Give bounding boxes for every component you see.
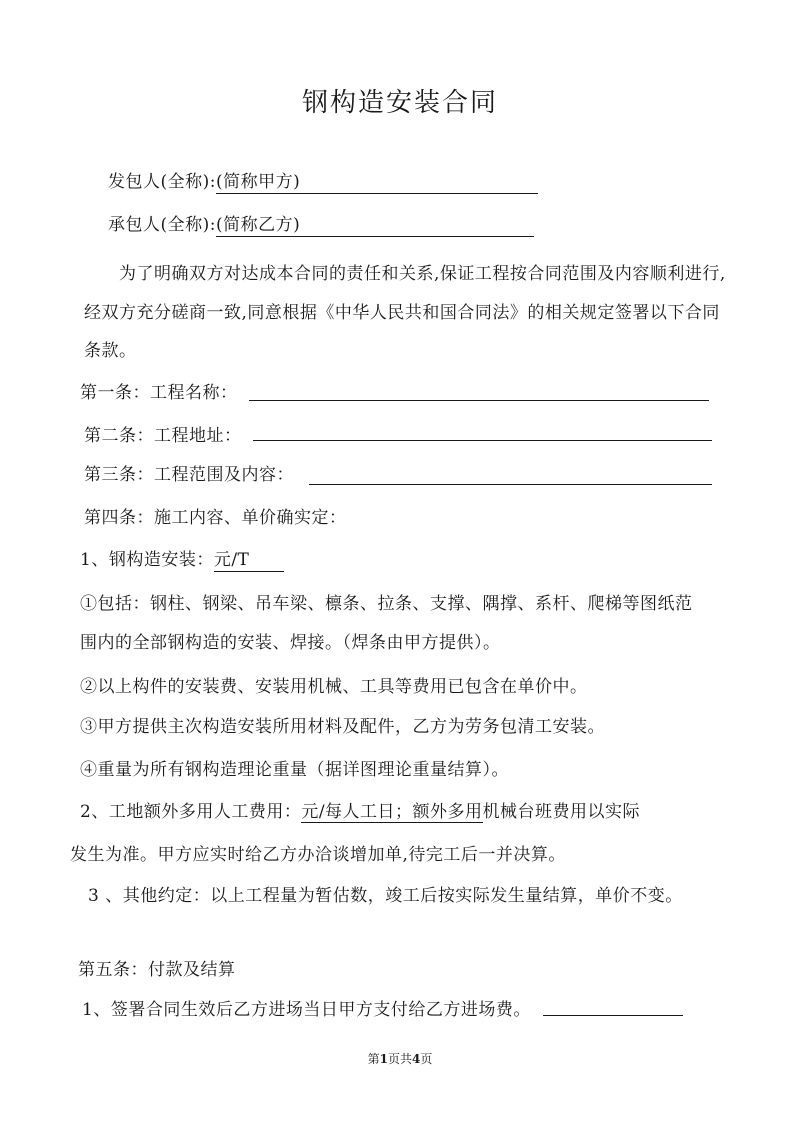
item-1-label: 1、钢构造安装：: [80, 550, 214, 570]
article-1-row: [80, 382, 238, 404]
unit-price-field[interactable]: 元/T: [214, 549, 284, 572]
article-4-heading: 第四条：施工内容、单价确实定：: [84, 508, 347, 528]
footer-middle: 页共: [387, 1052, 412, 1066]
party-b-field[interactable]: (简称乙方): [216, 214, 534, 237]
party-a-label: 发包人(全称):: [108, 172, 216, 192]
article-3-row: [84, 464, 294, 486]
article-2-row: [84, 425, 242, 447]
project-name-field[interactable]: [249, 382, 709, 401]
item-2-line-2: 发生为准。甲方应实时给乙方办洽谈增加单,待完工后一并决算。: [70, 845, 566, 865]
item-1-note-4: ④重量为所有钢构造理论重量（据详图理论重量结算）。: [80, 760, 509, 780]
document-title: 钢构造安装合同: [301, 88, 498, 118]
payment-item-1: 1、签署合同生效后乙方进场当日甲方支付给乙方进场费。: [82, 1000, 531, 1020]
footer-page-number: 1: [379, 1052, 388, 1066]
article-1-label: 第一条：工程名称：: [80, 383, 238, 403]
party-b-label: 承包人(全称):: [108, 215, 216, 235]
labor-fee-field[interactable]: 元/每人工日；额外多用: [301, 802, 483, 822]
item-2-label: 2、工地额外多用人工费用：: [80, 802, 302, 822]
item-1-row: [80, 549, 284, 572]
item-2-row: [80, 801, 640, 823]
entry-fee-field[interactable]: [543, 997, 683, 1016]
item-1-scope-line-2: 围内的全部钢构造的安装、焊接。（焊条由甲方提供）。: [80, 633, 501, 653]
intro-line-2: 经双方充分磋商一致,同意根据《中华人民共和国合同法》的相关规定签署以下合同: [84, 303, 720, 323]
item-1-scope-line-1: ①包括：钢柱、钢梁、吊车梁、檩条、拉条、支撑、隅撑、系杆、爬梯等图纸范: [80, 594, 693, 614]
intro-line-1: 为了明确双方对达成本合同的责任和关系,保证工程按合同范围及内容顺利进行,: [119, 264, 726, 284]
article-3-label: 第三条：工程范围及内容：: [84, 465, 294, 485]
item-1-note-2: ②以上构件的安装费、安装用机械、工具等费用已包含在单价中。: [80, 677, 588, 697]
article-2-label: 第二条：工程地址：: [84, 426, 242, 446]
footer-total-pages: 4: [412, 1052, 421, 1066]
footer-prefix: 第: [367, 1052, 380, 1066]
party-a-row: [108, 171, 538, 194]
item-1-note-3: ③甲方提供主次构造安装所用材料及配件，乙方为劳务包清工安装。: [80, 717, 605, 737]
page-footer: [0, 1050, 800, 1067]
item-2-rest: 机械台班费用以实际: [482, 802, 641, 822]
party-b-row: [108, 214, 534, 237]
intro-line-3: 条款。: [84, 341, 137, 361]
party-a-field[interactable]: (简称甲方): [216, 171, 538, 194]
item-3: 3 、其他约定：以上工程量为暂估数，竣工后按实际发生量结算，单价不变。: [88, 886, 683, 906]
project-scope-field[interactable]: [309, 466, 712, 485]
article-5-heading: 第五条：付款及结算: [78, 960, 236, 980]
project-address-field[interactable]: [253, 422, 712, 441]
footer-suffix: 页: [420, 1052, 433, 1066]
